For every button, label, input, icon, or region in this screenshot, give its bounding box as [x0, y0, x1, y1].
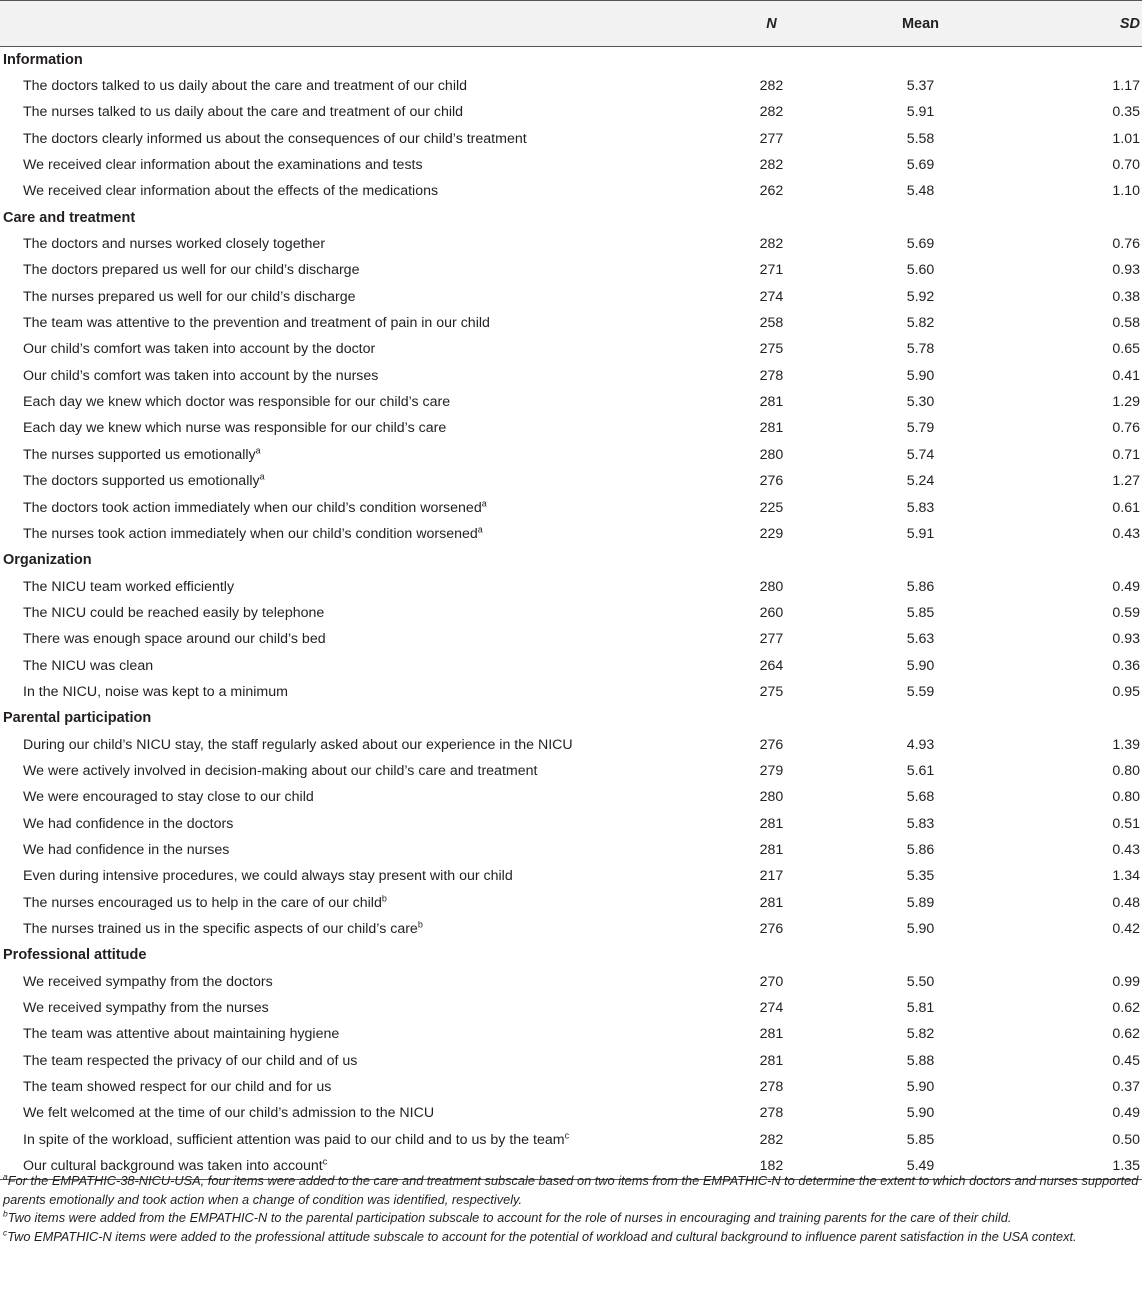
item-cell	[0, 73, 715, 99]
mean-cell: 5.68	[906, 789, 935, 806]
table-row	[0, 863, 1142, 889]
table-row	[0, 890, 1142, 916]
sd-cell: 0.42	[1112, 921, 1140, 938]
section-header-row	[0, 205, 1142, 231]
sd-cell: 0.41	[1112, 367, 1140, 384]
table-row	[0, 652, 1142, 678]
n-cell: 281	[759, 1052, 784, 1069]
sd-cell: 0.93	[1112, 631, 1140, 648]
sd-cell: 1.27	[1112, 473, 1140, 490]
n-cell: 270	[759, 973, 784, 990]
table-row	[0, 573, 1142, 599]
table-row	[0, 178, 1142, 204]
item-text: We were encouraged to stay close to our child	[23, 789, 314, 806]
item-cell	[0, 1100, 715, 1126]
n-cell: 229	[759, 525, 784, 542]
table-row	[0, 284, 1142, 310]
item-text: The doctors prepared us well for our child’s discharge	[23, 262, 360, 279]
item-cell	[0, 468, 715, 494]
item-text: During our child’s NICU stay, the staff regularly asked about our experience in the NICU	[23, 736, 573, 753]
item-cell	[0, 626, 715, 652]
item-cell	[0, 995, 715, 1021]
item-text: We had confidence in the doctors	[23, 815, 234, 832]
item-cell	[0, 837, 715, 863]
sd-cell: 0.99	[1112, 973, 1140, 990]
mean-cell: 5.74	[906, 446, 935, 463]
item-text: We received sympathy from the nurses	[23, 1000, 269, 1017]
item-cell	[0, 731, 715, 757]
table-row	[0, 336, 1142, 362]
n-cell: 278	[759, 1105, 784, 1122]
item-cell	[0, 863, 715, 889]
item-text: The doctors took action immediately when our child’s condition worsened	[23, 499, 482, 516]
table-row	[0, 758, 1142, 784]
item-cell	[0, 126, 715, 152]
item-cell	[0, 784, 715, 810]
n-cell: 276	[759, 736, 784, 753]
section-header-row	[0, 705, 1142, 731]
item-cell	[0, 1021, 715, 1047]
mean-cell: 5.24	[906, 473, 935, 490]
sd-cell: 0.62	[1112, 1026, 1140, 1043]
sd-cell: 1.29	[1112, 394, 1140, 411]
item-text: We received clear information about the examinations and tests	[23, 157, 423, 174]
mean-cell: 5.35	[906, 868, 935, 885]
footnote-mark: a	[3, 1171, 8, 1182]
table-row	[0, 837, 1142, 863]
item-cell	[0, 99, 715, 125]
table-row	[0, 73, 1142, 99]
sd-cell: 0.65	[1112, 341, 1140, 358]
mean-cell: 5.86	[906, 578, 935, 595]
table-row	[0, 99, 1142, 125]
item-cell	[0, 336, 715, 362]
table-row	[0, 468, 1142, 494]
mean-cell: 5.60	[906, 262, 935, 279]
table-row	[0, 126, 1142, 152]
item-cell	[0, 494, 715, 520]
table-row	[0, 1127, 1142, 1153]
item-cell	[0, 679, 715, 705]
item-text: The team respected the privacy of our child and of us	[23, 1052, 358, 1069]
item-text: Even during intensive procedures, we could always stay present with our child	[23, 868, 513, 885]
item-text: The team showed respect for our child and for us	[23, 1079, 332, 1096]
item-cell	[0, 600, 715, 626]
table-row	[0, 521, 1142, 547]
n-cell: 276	[759, 473, 784, 490]
mean-cell: 5.90	[906, 367, 935, 384]
mean-cell: 5.79	[906, 420, 935, 437]
mean-cell: 5.83	[906, 815, 935, 832]
item-text: The team was attentive about maintaining hygiene	[23, 1026, 340, 1043]
mean-cell: 5.78	[906, 341, 935, 358]
table-row	[0, 916, 1142, 942]
sd-cell: 0.48	[1112, 894, 1140, 911]
item-text: Our child’s comfort was taken into account by the doctor	[23, 341, 376, 358]
n-cell: 276	[759, 921, 784, 938]
table-row	[0, 310, 1142, 336]
table-row	[0, 442, 1142, 468]
table-row	[0, 1074, 1142, 1100]
table-row	[0, 784, 1142, 810]
item-text: The doctors and nurses worked closely together	[23, 236, 326, 253]
mean-cell: 5.37	[906, 78, 935, 95]
mean-cell: 5.85	[906, 1131, 935, 1148]
n-cell: 282	[759, 157, 784, 174]
item-cell	[0, 310, 715, 336]
sd-cell: 0.80	[1112, 789, 1140, 806]
footnote-marker: a	[481, 497, 487, 508]
table-row	[0, 257, 1142, 283]
item-cell	[0, 442, 715, 468]
item-cell	[0, 1074, 715, 1100]
n-cell: 217	[759, 868, 784, 885]
mean-cell: 5.69	[906, 157, 935, 174]
sd-cell: 0.61	[1112, 499, 1140, 516]
mean-cell: 5.83	[906, 499, 935, 516]
item-text: The NICU could be reached easily by telephone	[23, 604, 325, 621]
sd-cell: 1.10	[1112, 183, 1140, 200]
n-cell: 182	[715, 1153, 828, 1179]
item-cell	[0, 257, 715, 283]
mean-cell: 5.30	[906, 394, 935, 411]
section-title: Information	[3, 51, 83, 68]
table-row	[0, 415, 1142, 441]
n-cell: 281	[759, 815, 784, 832]
item-text: Our child’s comfort was taken into account by the nurses	[23, 367, 379, 384]
footnote-marker: b	[417, 919, 423, 930]
mean-cell: 5.89	[906, 894, 935, 911]
table-row	[0, 231, 1142, 257]
mean-cell: 5.81	[906, 1000, 935, 1017]
n-cell: 281	[759, 894, 784, 911]
mean-cell: 5.90	[906, 921, 935, 938]
header-n: N	[715, 1, 828, 47]
footnote	[3, 1209, 1141, 1228]
item-text: We felt welcomed at the time of our child’s admission to the NICU	[23, 1105, 435, 1122]
footnote-text: Two EMPATHIC-N items were added to the professional attitude subscale to account for the potential of workload and cultural background to influence parent satisfaction in the USA context.	[7, 1228, 1077, 1244]
sd-cell: 0.76	[1112, 420, 1140, 437]
sd-cell: 0.43	[1112, 525, 1140, 542]
mean-cell: 5.90	[906, 1105, 935, 1122]
footnote-marker: c	[564, 1130, 570, 1141]
mean-cell: 5.61	[906, 762, 935, 779]
mean-cell: 5.86	[906, 841, 935, 858]
n-cell: 225	[759, 499, 784, 516]
n-cell: 282	[759, 104, 784, 121]
item-cell	[0, 1048, 715, 1074]
sd-cell: 0.49	[1112, 578, 1140, 595]
item-cell	[0, 916, 715, 942]
item-cell	[0, 573, 715, 599]
item-cell	[0, 810, 715, 836]
n-cell: 281	[759, 420, 784, 437]
table-footnotes	[3, 1172, 1141, 1246]
table-row	[0, 1048, 1142, 1074]
n-cell: 280	[759, 789, 784, 806]
sd-cell: 0.95	[1112, 683, 1140, 700]
sd-cell: 0.62	[1112, 1000, 1140, 1017]
table-row	[0, 626, 1142, 652]
footnote	[3, 1172, 1141, 1209]
item-text: The doctors supported us emotionally	[23, 473, 260, 490]
sd-cell: 0.35	[1112, 104, 1140, 121]
n-cell: 282	[759, 236, 784, 253]
table-row	[0, 731, 1142, 757]
mean-cell: 5.69	[906, 236, 935, 253]
n-cell: 258	[759, 315, 784, 332]
n-cell: 275	[759, 341, 784, 358]
mean-cell: 5.48	[906, 183, 935, 200]
n-cell: 277	[759, 631, 784, 648]
section-header-row	[0, 547, 1142, 573]
mean-cell: 5.58	[906, 130, 935, 147]
mean-cell: 5.82	[906, 1026, 935, 1043]
table-row	[0, 679, 1142, 705]
sd-cell: 0.51	[1112, 815, 1140, 832]
table-row	[0, 600, 1142, 626]
mean-cell: 5.91	[906, 104, 935, 121]
item-text: The doctors clearly informed us about the consequences of our child’s treatment	[23, 130, 527, 147]
item-text: We received sympathy from the doctors	[23, 973, 273, 990]
item-text: The nurses took action immediately when our child’s condition worsened	[23, 525, 478, 542]
footnote-text: Two items were added from the EMPATHIC-N to the parental participation subscale to account for the role of nurses in encouraging and training parents for the care of their child.	[7, 1210, 1012, 1226]
item-text: The nurses supported us emotionally	[23, 446, 256, 463]
item-text: Each day we knew which doctor was responsible for our child’s care	[23, 394, 451, 411]
n-cell: 278	[759, 1079, 784, 1096]
table-row	[0, 995, 1142, 1021]
footnote	[3, 1228, 1141, 1247]
sd-cell: 0.37	[1112, 1079, 1140, 1096]
item-text: There was enough space around our child’s bed	[23, 631, 326, 648]
footnote-marker: b	[381, 892, 387, 903]
table-row	[0, 389, 1142, 415]
mean-cell: 5.91	[906, 525, 935, 542]
item-text: We had confidence in the nurses	[23, 841, 230, 858]
sd-cell: 1.39	[1112, 736, 1140, 753]
table-header-row	[0, 1, 1142, 47]
table-body	[0, 47, 1142, 1180]
footnote-marker: a	[259, 471, 265, 482]
sd-cell: 0.70	[1112, 157, 1140, 174]
item-cell	[0, 890, 715, 916]
n-cell: 260	[759, 604, 784, 621]
sd-cell: 0.50	[1112, 1131, 1140, 1148]
item-text: Our cultural background was taken into account	[23, 1157, 323, 1174]
n-cell: 275	[759, 683, 784, 700]
sd-cell: 1.35	[1013, 1153, 1142, 1179]
n-cell: 281	[759, 1026, 784, 1043]
sd-cell: 0.49	[1112, 1105, 1140, 1122]
mean-cell: 5.59	[906, 683, 935, 700]
footnote-text: For the EMPATHIC-38-NICU-USA, four items were added to the care and treatment subscale based on two items from the EMPATHIC-N to determine the extent to which doctors and nurses supported parents emotionally and took action when a change of condition was identified, respectively.	[3, 1173, 1139, 1207]
n-cell: 274	[759, 288, 784, 305]
item-text: Each day we knew which nurse was responsible for our child’s care	[23, 420, 447, 437]
sd-cell: 0.36	[1112, 657, 1140, 674]
item-text: We were actively involved in decision-making about our child’s care and treatment	[23, 762, 538, 779]
mean-cell: 5.50	[906, 973, 935, 990]
item-cell	[0, 231, 715, 257]
table-row	[0, 810, 1142, 836]
item-text: In spite of the workload, sufficient attention was paid to our child and to us by the team	[23, 1131, 565, 1148]
sd-cell: 0.59	[1112, 604, 1140, 621]
header-sd: SD	[1013, 1, 1142, 47]
n-cell: 271	[759, 262, 784, 279]
n-cell: 282	[759, 1131, 784, 1148]
n-cell: 281	[759, 394, 784, 411]
section-header-row	[0, 47, 1142, 73]
sd-cell: 0.80	[1112, 762, 1140, 779]
footnote-marker: c	[322, 1156, 328, 1167]
item-text: In the NICU, noise was kept to a minimum	[23, 683, 288, 700]
item-text: The nurses prepared us well for our child’s discharge	[23, 288, 356, 305]
table-row	[0, 363, 1142, 389]
table-row	[0, 152, 1142, 178]
item-cell	[0, 178, 715, 204]
section-header-row	[0, 942, 1142, 968]
n-cell: 278	[759, 367, 784, 384]
header-item	[0, 1, 715, 47]
mean-cell: 5.92	[906, 288, 935, 305]
item-text: The nurses encouraged us to help in the care of our child	[23, 894, 382, 911]
n-cell: 274	[759, 1000, 784, 1017]
footnote-mark: c	[3, 1227, 8, 1238]
item-cell	[0, 152, 715, 178]
sd-cell: 0.45	[1112, 1052, 1140, 1069]
section-title: Parental participation	[3, 710, 152, 727]
mean-cell: 5.90	[906, 1079, 935, 1096]
table-row	[0, 494, 1142, 520]
footnote-mark: b	[3, 1208, 8, 1219]
n-cell: 282	[759, 78, 784, 95]
n-cell: 281	[759, 841, 784, 858]
n-cell: 277	[759, 130, 784, 147]
sd-cell: 0.58	[1112, 315, 1140, 332]
item-cell	[0, 521, 715, 547]
item-text: The team was attentive to the prevention and treatment of pain in our child	[23, 315, 490, 332]
section-title: Professional attitude	[3, 947, 147, 964]
item-text: The doctors talked to us daily about the care and treatment of our child	[23, 78, 468, 95]
footnote-marker: a	[477, 524, 483, 535]
section-title: Care and treatment	[3, 209, 136, 226]
table-row	[0, 1021, 1142, 1047]
item-cell	[0, 1127, 715, 1153]
sd-cell: 0.43	[1112, 841, 1140, 858]
mean-cell: 5.63	[906, 631, 935, 648]
table-row	[0, 1100, 1142, 1126]
item-text: We received clear information about the effects of the medications	[23, 183, 439, 200]
n-cell: 280	[759, 446, 784, 463]
mean-cell: 5.88	[906, 1052, 935, 1069]
sd-cell: 0.71	[1112, 446, 1140, 463]
section-title: Organization	[3, 552, 92, 569]
mean-cell: 5.90	[906, 657, 935, 674]
item-cell	[0, 758, 715, 784]
item-text: The nurses talked to us daily about the care and treatment of our child	[23, 104, 464, 121]
mean-cell: 5.85	[906, 604, 935, 621]
table-row	[0, 969, 1142, 995]
item-cell	[0, 389, 715, 415]
header-mean: Mean	[828, 1, 1013, 47]
sd-cell: 0.76	[1112, 236, 1140, 253]
item-cell	[0, 652, 715, 678]
item-cell	[0, 415, 715, 441]
footnote-marker: a	[255, 445, 261, 456]
mean-cell: 4.93	[906, 736, 935, 753]
item-cell	[0, 284, 715, 310]
sd-cell: 1.01	[1112, 130, 1140, 147]
item-cell	[0, 969, 715, 995]
sd-cell: 1.17	[1112, 78, 1140, 95]
sd-cell: 0.38	[1112, 288, 1140, 305]
item-text: The nurses trained us in the specific aspects of our child’s care	[23, 921, 418, 938]
mean-cell: 5.49	[828, 1153, 1013, 1179]
n-cell: 280	[759, 578, 784, 595]
n-cell: 279	[759, 762, 784, 779]
sd-cell: 0.93	[1112, 262, 1140, 279]
item-text: The NICU was clean	[23, 657, 154, 674]
item-cell	[0, 363, 715, 389]
n-cell: 264	[759, 657, 784, 674]
sd-cell: 1.34	[1112, 868, 1140, 885]
mean-cell: 5.82	[906, 315, 935, 332]
n-cell: 262	[759, 183, 784, 200]
item-text: The NICU team worked efficiently	[23, 578, 235, 595]
